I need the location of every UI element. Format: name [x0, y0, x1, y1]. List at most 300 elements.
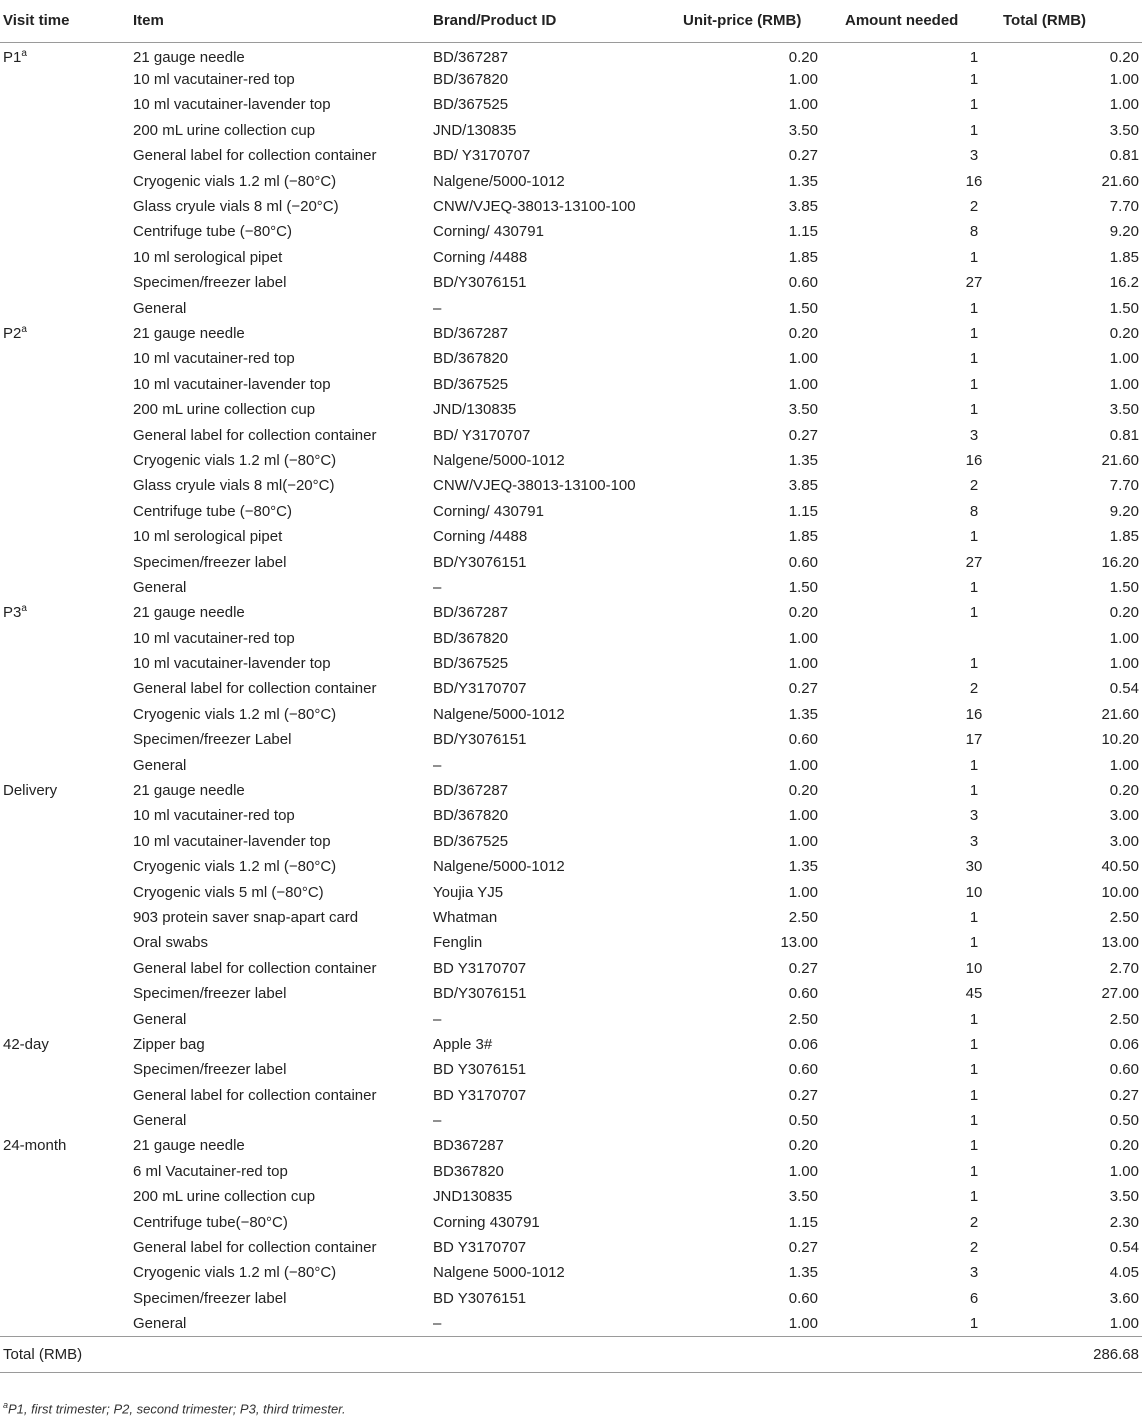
cell-item: General: [133, 1314, 187, 1332]
cell-total: 0.20: [1109, 48, 1139, 66]
cell-total: 1.00: [1109, 1314, 1139, 1332]
cell-total: 3.00: [1109, 832, 1139, 850]
cell-amount-needed: 1: [969, 604, 979, 622]
table-row: [0, 245, 1142, 270]
cell-visit-time: [0, 42, 133, 67]
cell-total: 21.60: [1101, 451, 1139, 469]
cell-amount-needed: 6: [969, 1289, 979, 1307]
cell-brand-product-id: CNW/VJEQ-38013-13100-100: [433, 198, 636, 216]
cell-unit-price: 1.00: [788, 883, 818, 901]
cell-visit-time: [0, 474, 133, 499]
cell-total: 0.81: [1109, 426, 1139, 444]
cell-amount-needed: 3: [969, 1264, 979, 1282]
cell-visit-time: [0, 1261, 133, 1286]
cell-amount-needed: 16: [965, 451, 983, 469]
cell-item: Specimen/freezer label: [133, 985, 287, 1003]
cell-unit-price: 1.15: [788, 1213, 818, 1231]
cell-total: 21.60: [1101, 172, 1139, 190]
header-row: [0, 0, 1142, 42]
cell-unit-price: 0.20: [788, 782, 818, 800]
cell-visit-time: [0, 321, 133, 346]
table-row: [0, 804, 1142, 829]
footnote-marker: a: [21, 603, 27, 615]
cell-visit-time: [0, 829, 133, 854]
cell-unit-price: 0.50: [788, 1112, 818, 1130]
cell-amount-needed: [845, 626, 1003, 651]
cell-item: Specimen/freezer label: [133, 1061, 287, 1079]
cell-amount-needed: 2: [969, 680, 979, 698]
cell-amount-needed: 1: [969, 350, 979, 368]
cell-amount-needed: 16: [965, 705, 983, 723]
cell-item: General label for collection container: [133, 680, 377, 698]
table-row: [0, 296, 1142, 321]
footnote-marker: a: [21, 47, 27, 59]
header-unit-price: Unit-price (RMB): [683, 12, 802, 30]
cell-item: 6 ml Vacutainer-red top: [133, 1162, 288, 1180]
cell-brand-product-id: BD/367287: [433, 782, 509, 800]
visit-time-label: P3: [3, 604, 22, 622]
cell-brand-product-id: BD/Y3076151: [433, 985, 527, 1003]
cell-unit-price: 2.50: [788, 908, 818, 926]
cell-total: 0.81: [1109, 147, 1139, 165]
cell-brand-product-id: –: [433, 1112, 442, 1130]
cell-item: General label for collection container: [133, 1239, 377, 1257]
table-row: [0, 524, 1142, 549]
cell-amount-needed: 1: [969, 1010, 979, 1028]
table-row: [0, 626, 1142, 651]
cell-unit-price: 13.00: [780, 934, 818, 952]
cell-visit-time: [0, 956, 133, 981]
cell-item: Centrifuge tube(−80°C): [133, 1213, 288, 1231]
cell-unit-price: 1.35: [788, 451, 818, 469]
visit-time-label: 42-day: [3, 1035, 49, 1053]
cell-visit-time: [0, 423, 133, 448]
cell-item: Specimen/freezer Label: [133, 731, 292, 749]
cell-total: 10.00: [1101, 883, 1139, 901]
table-row: [0, 855, 1142, 880]
grand-total-row: [0, 1337, 1142, 1373]
cell-unit-price: 1.35: [788, 705, 818, 723]
table-row: [0, 144, 1142, 169]
cell-unit-price: 1.00: [788, 1162, 818, 1180]
table-row: [0, 1210, 1142, 1235]
cell-total: 0.20: [1109, 604, 1139, 622]
cell-item: 10 ml vacutainer-red top: [133, 350, 295, 368]
cell-total: 1.00: [1109, 1162, 1139, 1180]
table-row: [0, 321, 1142, 346]
cell-brand-product-id: BD367820: [433, 1162, 504, 1180]
cell-amount-needed: 1: [969, 578, 979, 596]
cell-item: General label for collection container: [133, 959, 377, 977]
cell-brand-product-id: BD/Y3170707: [433, 680, 527, 698]
cell-total: 1.50: [1109, 578, 1139, 596]
cell-unit-price: 3.85: [788, 477, 818, 495]
footnote-mark: a: [3, 1400, 9, 1410]
grand-total-spacer: [433, 1337, 683, 1373]
cell-unit-price: 1.00: [788, 1314, 818, 1332]
cell-brand-product-id: JND130835: [433, 1188, 513, 1206]
cell-amount-needed: 3: [969, 426, 979, 444]
cell-brand-product-id: –: [433, 1010, 442, 1028]
table-row: [0, 169, 1142, 194]
table-row: [0, 1312, 1142, 1337]
cell-visit-time: [0, 1058, 133, 1083]
cell-unit-price: 0.60: [788, 1061, 818, 1079]
cell-amount-needed: 1: [969, 1112, 979, 1130]
cell-total: 1.00: [1109, 375, 1139, 393]
cell-visit-time: [0, 372, 133, 397]
table-footnote: [3, 1400, 346, 1416]
cell-unit-price: 1.00: [788, 832, 818, 850]
cell-total: 3.50: [1109, 401, 1139, 419]
cell-item: Cryogenic vials 5 ml (−80°C): [133, 883, 324, 901]
cell-unit-price: 0.27: [788, 1086, 818, 1104]
cell-item: General: [133, 1010, 187, 1028]
cell-visit-time: [0, 347, 133, 372]
cell-amount-needed: 1: [969, 324, 979, 342]
cell-visit-time: [0, 67, 133, 92]
cell-unit-price: 1.15: [788, 502, 818, 520]
cell-item: Oral swabs: [133, 934, 209, 952]
cell-unit-price: 0.27: [788, 147, 818, 165]
table-row: [0, 271, 1142, 296]
cell-brand-product-id: JND/130835: [433, 121, 517, 139]
cell-visit-time: [0, 296, 133, 321]
cell-amount-needed: 1: [969, 655, 979, 673]
cell-item: 10 ml vacutainer-red top: [133, 629, 295, 647]
cell-amount-needed: 1: [969, 121, 979, 139]
cell-amount-needed: 1: [969, 1137, 979, 1155]
table-row: [0, 347, 1142, 372]
cell-amount-needed: 1: [969, 934, 979, 952]
cell-visit-time: [0, 144, 133, 169]
cell-unit-price: 0.20: [788, 604, 818, 622]
cell-item: Centrifuge tube (−80°C): [133, 502, 293, 520]
cell-unit-price: 1.85: [788, 528, 818, 546]
cell-total: 0.06: [1109, 1035, 1139, 1053]
cell-total: 21.60: [1101, 705, 1139, 723]
cell-amount-needed: 1: [969, 48, 979, 66]
cell-visit-time: [0, 1083, 133, 1108]
cell-brand-product-id: BD/367287: [433, 604, 509, 622]
cell-amount-needed: 1: [969, 96, 979, 114]
cell-total: 0.54: [1109, 680, 1139, 698]
cell-total: 10.20: [1101, 731, 1139, 749]
cell-item: 10 ml serological pipet: [133, 248, 283, 266]
cell-item: Cryogenic vials 1.2 ml (−80°C): [133, 451, 337, 469]
cell-item: Specimen/freezer label: [133, 274, 287, 292]
table-row: [0, 397, 1142, 422]
cell-item: General: [133, 756, 187, 774]
table-row: [0, 956, 1142, 981]
cell-item: General label for collection container: [133, 147, 377, 165]
visit-time-label: Delivery: [3, 782, 58, 800]
cell-item: Cryogenic vials 1.2 ml (−80°C): [133, 1264, 337, 1282]
cell-brand-product-id: BD/Y3076151: [433, 274, 527, 292]
table-row: [0, 474, 1142, 499]
cell-brand-product-id: Corning 430791: [433, 1213, 540, 1231]
cell-item: General label for collection container: [133, 1086, 377, 1104]
cell-unit-price: 1.35: [788, 858, 818, 876]
cell-unit-price: 0.60: [788, 274, 818, 292]
visit-time-label: P1: [3, 48, 22, 66]
cell-unit-price: 0.27: [788, 959, 818, 977]
cell-unit-price: 3.85: [788, 198, 818, 216]
cell-amount-needed: 17: [965, 731, 983, 749]
cell-brand-product-id: BD/367820: [433, 807, 509, 825]
cell-brand-product-id: Corning /4488: [433, 528, 528, 546]
cell-brand-product-id: BD/367525: [433, 375, 509, 393]
table-row: [0, 1159, 1142, 1184]
cell-brand-product-id: –: [433, 578, 442, 596]
table-row: [0, 728, 1142, 753]
cell-item: 21 gauge needle: [133, 604, 245, 622]
cell-total: 0.20: [1109, 324, 1139, 342]
cell-amount-needed: 1: [969, 1061, 979, 1079]
table-row: [0, 67, 1142, 92]
cell-visit-time: [0, 1286, 133, 1311]
table-row: [0, 981, 1142, 1006]
table-row: [0, 575, 1142, 600]
cell-visit-time: [0, 931, 133, 956]
table-row: [0, 118, 1142, 143]
cell-brand-product-id: Nalgene/5000-1012: [433, 451, 565, 469]
cell-unit-price: 1.35: [788, 1264, 818, 1282]
table-row: [0, 550, 1142, 575]
cell-unit-price: 0.60: [788, 985, 818, 1003]
table-row: [0, 448, 1142, 473]
table-row: [0, 829, 1142, 854]
cell-total: 40.50: [1101, 858, 1139, 876]
cell-item: 10 ml vacutainer-lavender top: [133, 96, 331, 114]
table-row: [0, 1185, 1142, 1210]
grand-total-value: 286.68: [1093, 1345, 1139, 1363]
cell-total: 1.00: [1109, 655, 1139, 673]
cell-amount-needed: 1: [969, 908, 979, 926]
cell-unit-price: 0.20: [788, 1137, 818, 1155]
cell-total: 0.50: [1109, 1112, 1139, 1130]
cell-total: 0.27: [1109, 1086, 1139, 1104]
cell-total: 1.00: [1109, 71, 1139, 89]
cell-amount-needed: 30: [965, 858, 983, 876]
cell-visit-time: [0, 169, 133, 194]
cell-amount-needed: 1: [969, 782, 979, 800]
cell-visit-time: [0, 601, 133, 626]
cell-visit-time: [0, 804, 133, 829]
cell-amount-needed: 1: [969, 528, 979, 546]
cell-total: 1.00: [1109, 96, 1139, 114]
cell-item: 200 mL urine collection cup: [133, 401, 316, 419]
cell-brand-product-id: BD/367287: [433, 48, 509, 66]
cell-total: 9.20: [1109, 502, 1139, 520]
cell-item: 10 ml vacutainer-red top: [133, 807, 295, 825]
cell-brand-product-id: BD/367525: [433, 96, 509, 114]
cell-visit-time: [0, 677, 133, 702]
cell-visit-time: [0, 1235, 133, 1260]
cell-total: 3.50: [1109, 1188, 1139, 1206]
cell-visit-time: [0, 702, 133, 727]
header-visit-time: Visit time: [3, 12, 70, 30]
cell-unit-price: 1.15: [788, 223, 818, 241]
table-row: [0, 905, 1142, 930]
cell-total: 13.00: [1101, 934, 1139, 952]
cell-visit-time: [0, 778, 133, 803]
cell-brand-product-id: Corning/ 430791: [433, 502, 544, 520]
cell-total: 1.85: [1109, 528, 1139, 546]
cell-amount-needed: 1: [969, 401, 979, 419]
cell-amount-needed: 1: [969, 1162, 979, 1180]
table-row: [0, 753, 1142, 778]
header-total: Total (RMB): [1003, 12, 1087, 30]
cell-visit-time: [0, 981, 133, 1006]
cell-item: Glass cryule vials 8 ml(−20°C): [133, 477, 335, 495]
cell-unit-price: 0.06: [788, 1035, 818, 1053]
table-row: [0, 1058, 1142, 1083]
cell-visit-time: [0, 753, 133, 778]
cell-brand-product-id: BD/367525: [433, 655, 509, 673]
cell-visit-time: [0, 880, 133, 905]
cell-unit-price: 1.50: [788, 578, 818, 596]
table-row: [0, 220, 1142, 245]
cell-brand-product-id: BD/367525: [433, 832, 509, 850]
cell-unit-price: 0.27: [788, 680, 818, 698]
cell-amount-needed: 8: [969, 502, 979, 520]
table-row: [0, 1032, 1142, 1057]
cell-brand-product-id: Corning/ 430791: [433, 223, 544, 241]
cell-total: 3.00: [1109, 807, 1139, 825]
cell-visit-time: [0, 271, 133, 296]
cell-item: General: [133, 299, 187, 317]
header-amount-needed: Amount needed: [845, 12, 959, 30]
cell-amount-needed: 2: [969, 198, 979, 216]
cell-visit-time: [0, 1185, 133, 1210]
cell-amount-needed: 8: [969, 223, 979, 241]
cell-item: Glass cryule vials 8 ml (−20°C): [133, 198, 339, 216]
cell-brand-product-id: Nalgene/5000-1012: [433, 172, 565, 190]
cell-brand-product-id: Nalgene 5000-1012: [433, 1264, 565, 1282]
header-item: Item: [133, 12, 164, 30]
cell-unit-price: 0.20: [788, 48, 818, 66]
cell-amount-needed: 1: [969, 299, 979, 317]
cell-visit-time: [0, 1007, 133, 1032]
cell-total: 7.70: [1109, 198, 1139, 216]
cell-item: 10 ml serological pipet: [133, 528, 283, 546]
cell-brand-product-id: Apple 3#: [433, 1035, 493, 1053]
cell-brand-product-id: –: [433, 299, 442, 317]
table-row: [0, 1235, 1142, 1260]
cell-brand-product-id: BD Y3076151: [433, 1061, 527, 1079]
cell-amount-needed: 2: [969, 1213, 979, 1231]
cell-unit-price: 0.60: [788, 731, 818, 749]
cell-amount-needed: 1: [969, 375, 979, 393]
table-row: [0, 1134, 1142, 1159]
cell-visit-time: [0, 626, 133, 651]
table-body: [0, 42, 1142, 1337]
cell-unit-price: 1.85: [788, 248, 818, 266]
header-brand: Brand/Product ID: [433, 12, 557, 30]
table-row: [0, 93, 1142, 118]
cell-item: 10 ml vacutainer-lavender top: [133, 375, 331, 393]
grand-total-spacer: [683, 1337, 845, 1373]
cell-total: 27.00: [1101, 985, 1139, 1003]
cell-unit-price: 0.60: [788, 1289, 818, 1307]
cell-total: 7.70: [1109, 477, 1139, 495]
cell-amount-needed: 1: [969, 756, 979, 774]
cell-item: 903 protein saver snap-apart card: [133, 908, 359, 926]
cell-item: 21 gauge needle: [133, 782, 245, 800]
cell-amount-needed: 3: [969, 832, 979, 850]
cell-amount-needed: 10: [965, 959, 983, 977]
table-row: [0, 880, 1142, 905]
cell-brand-product-id: BD/367820: [433, 629, 509, 647]
cell-total: 0.20: [1109, 1137, 1139, 1155]
cell-visit-time: [0, 575, 133, 600]
cell-item: General: [133, 578, 187, 596]
cell-visit-time: [0, 118, 133, 143]
cell-visit-time: [0, 550, 133, 575]
table-row: [0, 702, 1142, 727]
cell-visit-time: [0, 245, 133, 270]
cell-item: Zipper bag: [133, 1035, 205, 1053]
cell-brand-product-id: BD Y3170707: [433, 959, 527, 977]
cell-item: Specimen/freezer label: [133, 1289, 287, 1307]
cell-amount-needed: 10: [965, 883, 983, 901]
cell-item: 21 gauge needle: [133, 324, 245, 342]
cell-visit-time: [0, 220, 133, 245]
cell-unit-price: 1.00: [788, 655, 818, 673]
cell-total: 9.20: [1109, 223, 1139, 241]
cell-brand-product-id: BD/367820: [433, 350, 509, 368]
grand-total-spacer: [845, 1337, 1003, 1373]
grand-total-label: Total (RMB): [3, 1345, 83, 1363]
table-row: [0, 677, 1142, 702]
cell-visit-time: [0, 855, 133, 880]
table-row: [0, 499, 1142, 524]
cell-brand-product-id: BD/Y3076151: [433, 553, 527, 571]
cell-unit-price: 1.00: [788, 756, 818, 774]
cell-item: Cryogenic vials 1.2 ml (−80°C): [133, 172, 337, 190]
cell-visit-time: [0, 1312, 133, 1337]
cell-amount-needed: 16: [965, 172, 983, 190]
cell-visit-time: [0, 397, 133, 422]
cell-visit-time: [0, 1210, 133, 1235]
cell-visit-time: [0, 1159, 133, 1184]
cell-brand-product-id: Corning /4488: [433, 248, 528, 266]
cell-visit-time: [0, 905, 133, 930]
cell-total: 4.05: [1109, 1264, 1139, 1282]
table-row: [0, 1286, 1142, 1311]
cell-amount-needed: 1: [969, 1086, 979, 1104]
cell-total: 1.85: [1109, 248, 1139, 266]
cell-visit-time: [0, 1134, 133, 1159]
cell-item: 200 mL urine collection cup: [133, 121, 316, 139]
cell-unit-price: 0.27: [788, 426, 818, 444]
cell-total: 1.00: [1109, 350, 1139, 368]
cell-amount-needed: 2: [969, 1239, 979, 1257]
table-row: [0, 1007, 1142, 1032]
table-summary: [0, 1337, 1142, 1373]
cell-total: 16.2: [1109, 274, 1139, 292]
cell-amount-needed: 1: [969, 248, 979, 266]
cell-item: 200 mL urine collection cup: [133, 1188, 316, 1206]
cell-total: 1.00: [1109, 756, 1139, 774]
cell-unit-price: 1.00: [788, 375, 818, 393]
cell-amount-needed: 2: [969, 477, 979, 495]
cell-visit-time: [0, 728, 133, 753]
cell-unit-price: 1.00: [788, 629, 818, 647]
table-row: [0, 423, 1142, 448]
cell-item: Specimen/freezer label: [133, 553, 287, 571]
